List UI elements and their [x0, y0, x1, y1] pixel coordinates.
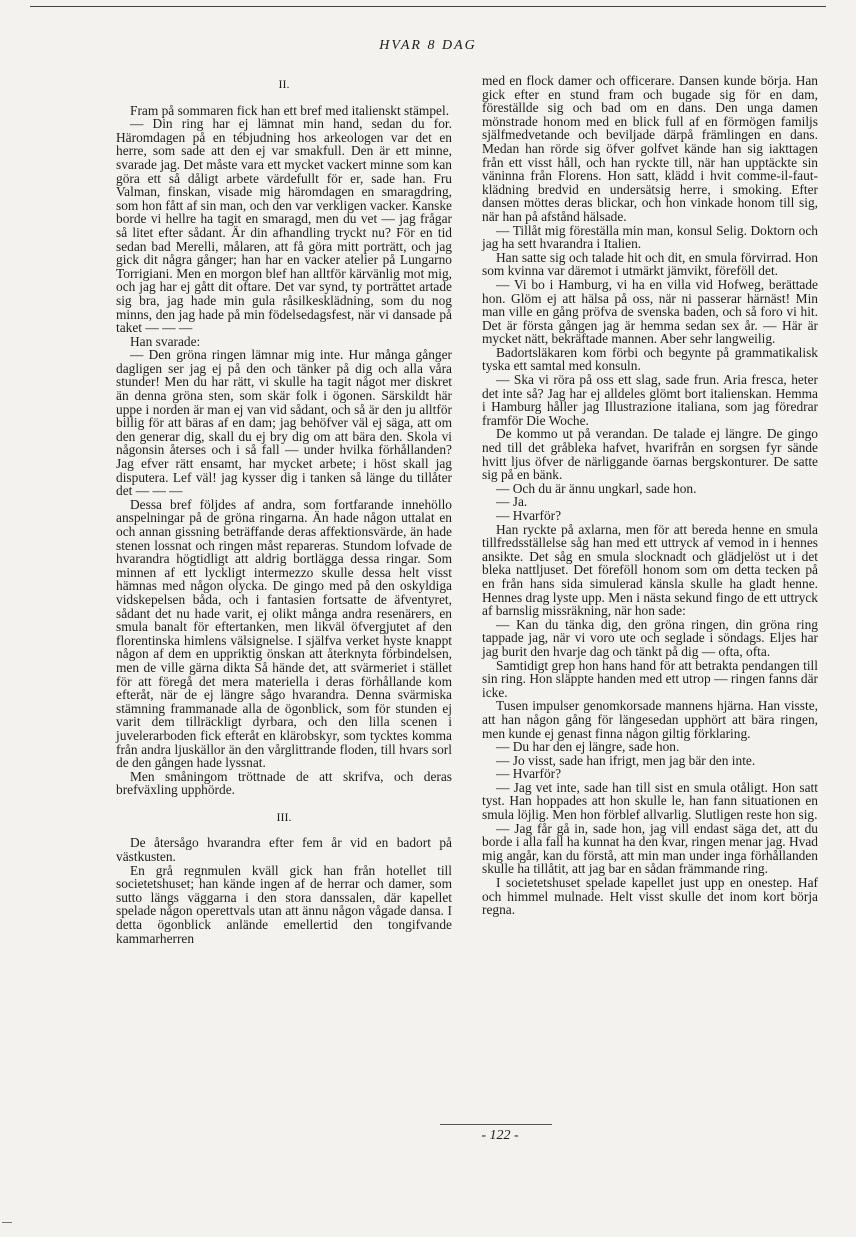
page-number: - 122 - — [481, 1128, 519, 1143]
paragraph: Tusen impulser genomkorsade mannens hjärna. Han visste, att han någon gång för längesedan upphört att bära ringen, men kunde ej genast finna någon giltig förklaring. — [482, 698, 818, 741]
section-heading: III. — [276, 809, 292, 824]
paragraph: — Du har den ej längre, sade hon. — [496, 739, 680, 755]
paragraph: — Hvarför? — [496, 508, 562, 523]
paragraph: De kommo ut på verandan. De talade ej längre. De gingo ned till det gråbleka hafvet, hvarifrån en sorgsen fyr sände hvitt ljus öfver de närliggande öarnas bergskonturer. De satte sig på en bänk. — [482, 426, 818, 483]
footer-rule — [440, 1124, 552, 1125]
paragraph: — Ja. — [496, 494, 528, 510]
paragraph: — Den gröna ringen lämnar mig inte. Hur många gånger dagligen ser jag ej på den och tänker på dig och alla våra stunder! Men du har rätt, vi skulle ha tagit något mer diskret än denna gröna sten, som skär folk i ögonen. Särskildt här uppe i norden är man ej van vid sådant, och så är den ju alltför billig för att bäras af en dam; jag behöfver väl ej säga, att om den generar dig, skall du ej bry dig om att bära den. Skola vi någonsin återses och i så fall — under hvilka förhållanden? Jag efver rätt ensamt, har mycket arbete; i höst skall jag disputera. Lef väl! jag kysser dig i tanken så länge du tillåter det — — — — [116, 347, 452, 499]
paragraph: Samtidigt grep hon hans hand för att betrakta pendangen till sin ring. Hon släppte handen med ett utrop — ringen fanns där icke. — [482, 657, 818, 700]
paragraph: Han svarade: — [130, 333, 201, 349]
paragraph: En grå regnmulen kväll gick han från hotellet till societetshuset; han kände ingen af de herrar och damer, som sutto längs väggarna i den stora danssalen, där kapellet spelade någon operettvals utan att ännu någon vågade dansa. I detta ögonblick anlände emellertid den tongifvande kammarherren — [116, 862, 452, 946]
paragraph: — Ska vi röra på oss ett slag, sade frun. Aria fresca, heter det inte så? Jag har ej alldeles glömt bort italienskan. Hemma i Hamburg håller jag Illustrazione italiana, som jag föredrar framför Die Woche. — [482, 372, 818, 428]
paragraph: — Din ring har ej lämnat min hand, sedan du for. Häromdagen på en tébjudning hos arkeologen var det en herre, som sade att den ej var smakfull. Den är ett minne, svarade jag. Det måste vara ett mycket vackert minne som kan göra ett så dåligt arbete värdefullt för er, sade han. Fru Valman, finskan, visade mig häromdagen en smaragdring, som hon fått af sin man, och den var verkligen vacker. Kanske borde vi hellre ha tagit en smaragd, men du vet — jag frågar så litet efter sådant. Är din afhandling tryckt nu? För en tid sedan bad Merelli, målaren, att få göra mitt porträtt, och jag gick dit några gånger; han har en vacker atelier på Lungarno Torrigiani. Men en morgon blef han alltför kärvänlig mot mig, och jag har ej gått dit oftare. Det var synd, ty porträttet artade sig bra, jag hade min gula råsilkesklädning, som du nog minns, den jag hade på min födelsedagsfest, när vi dansade på taket — — — — [116, 116, 452, 336]
paragraph: Badortsläkaren kom förbi och begynte på grammatikalisk tyska ett samtal med konsuln. — [482, 344, 818, 374]
section-heading: II. — [278, 77, 290, 91]
paragraph: — Vi bo i Hamburg, vi ha en villa vid Hofweg, berättade hon. Glöm ej att hälsa på oss, när ni passerar härnäst! Min man ville en gång pröfva de svenska baden, och så foro vi hit. Det är första gången jag är hemma sedan sex år. — Här är mycket nätt, bekräftade mannen. Aber sehr langweilig. — [482, 276, 818, 347]
paragraph: I societetshuset spelade kapellet just upp en onestep. Haf och himmel mulnade. Helt visst skulle det inom kort börja regna. — [482, 875, 818, 918]
paragraph: — Jo visst, sade han ifrigt, men jag bär den inte. — [496, 752, 756, 768]
paragraph: — Kan du tänka dig, den gröna ringen, din gröna ring tappade jag, när vi voro ute och seglade i söndags. Eljes har jag burit den hvarje dag och tänkt på dig — ofta, ofta. — [482, 616, 818, 659]
running-header: HVAR 8 DAG — [379, 38, 477, 53]
paragraph: — Hvarför? — [496, 766, 562, 782]
paragraph: — Och du är ännu ungkarl, sade hon. — [496, 480, 697, 496]
paragraph: Men småningom tröttnade de att skrifva, och deras brefväxling upphörde. — [116, 768, 452, 798]
paragraph: Han ryckte på axlarna, men för att bereda henne en smula tillfredsställelse såg han med ett uttryck af vemod in i hennes ansikte. Det såg en smula slocknadt och glädjelöst ut i det bleka nattljuset. Det föreföll honom som om detta tecken på en från hans sida simulerad känsla skulle ha gladt henne. Hennes drag lyste upp. Men i nästa sekund fingo de ett uttryck af barnslig missräkning, när hon sade: — [482, 521, 818, 619]
top-rule — [30, 6, 826, 7]
paragraph: De återsågo hvarandra efter fem år vid en badort på västkusten. — [116, 835, 452, 865]
paragraph: Dessa bref följdes af andra, som fortfarande innehöllo anspelningar på de gröna ringarna. Än hade någon uttalat en och annan gissning beträffande deras affektionsvärde, än hade stenen lossnat och ringen måst repareras. Stundom lofvade de hvarandra högtidligt att aldrig bortlägga dessa ringar. Som minnen af ett lyckligt intermezzo skulle dessa helt visst hämnas med någon olycka. De gingo med på den oskyldiga vidskepelsen båda, och i fantasien fortsatte de äfventyret, sådant det nu hade varit, ej olikt många andra resenärers, en smula banalt för eftertanken, men likväl öfvergjutet af den florentinska himlens välsignelse. I själfva verket hyste knappt någon af dem en uppriktig önskan att återknyta förbindelsen, men de ville gärna dikta Så hände det, att svärmeriet i stället för att föregå det mera materiella i deras förhållande kom efteråt, när de ej längre sågo hvarandra. Denna svärmiska stämning frammanade alla de ögonblick, som för stunden ej varit dem tillräckligt dyrbara, och den lilla scenen i juvelerarboden fick efteråt en klärobskyr, som tycktes komma från andra ljuskällor än den vårglittrande floden, till hvars sorl de den gången hade lyssnat. — [116, 496, 452, 771]
paragraph: — Jag vet inte, sade han till sist en smula otåligt. Hon satt tyst. Han hoppades att hon skulle le, han fann situationen en smula löjlig. Men hon förblef allvarlig. Slutligen reste hon sig. — [482, 779, 818, 823]
left-column — [116, 74, 452, 945]
paragraph: Han satte sig och talade hit och dit, en smula förvirrad. Hon som kvinna var däremot i utmärkt jämvikt, föreföll det. — [482, 249, 818, 279]
paragraph: — Jag får gå in, sade hon, jag vill endast säga det, att du borde i alla fall ha kunnat ha den kvar, ringen menar jag. Hvad mig angår, kan du förstå, att min man under inga förhållanden skulle ha tillåtit, att jag bar en sådan främmande ring. — [482, 820, 818, 877]
paragraph: — Tillåt mig föreställa min man, konsul Selig. Doktorn och jag ha sett hvarandra i Italien. — [482, 222, 818, 252]
paragraph: Fram på sommaren fick han ett bref med italienskt stämpel. — [130, 102, 450, 118]
edge-mark — [2, 1222, 12, 1223]
paragraph-continued: med en flock damer och officerare. Dansen kunde börja. Han gick efter en stund fram och bugade sig för en dam, föreställde sig och bad om en dans. Den unga damen mönstrade honom med en blick full af en förmögen familjs själfmedvetande och beviljade därpå främlingen en dans. Medan han rörde sig öfver golfvet kände han sig iakttagen från ett visst håll, och han ryckte till, när han upptäckte sin väninna från Florens. Hon satt, klädd i hvit comme-il-faut-klädning bredvid en undersätsig herre, i smoking. Efter dansen möttes deras blickar, och hon vinkade honom till sig, när han på afstånd hälsade. — [482, 73, 818, 224]
right-column — [482, 74, 818, 917]
